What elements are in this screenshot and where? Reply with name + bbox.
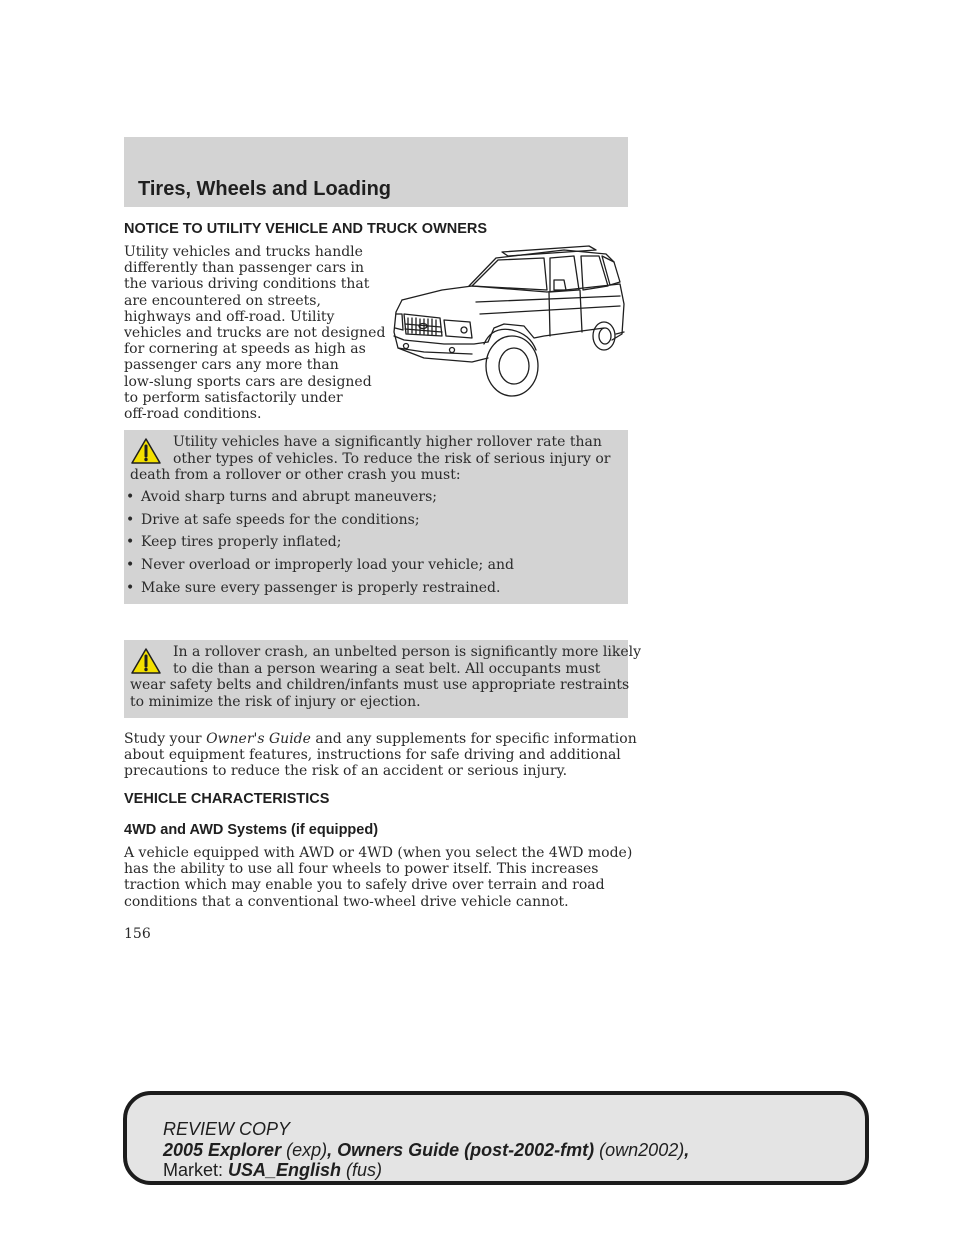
rollover-warning-box: Utility vehicles have a significantly higher rollover rate than other types of vehicles. To reduce the risk of serious injury or death from a rollover or other crash you must: • Avoid sharp turns and abrupt maneuvers; • Drive at safe speeds for the conditions; • Keep tires properly inflated; • Never overload or improperly load your vehicle; and • Make sure every passenger is properly restrained.	[124, 430, 628, 604]
market-info: Market: USA_English (fus)	[163, 1160, 383, 1180]
vehicle-characteristics-heading: VEHICLE CHARACTERISTICS	[124, 791, 330, 807]
suv-illustration	[384, 244, 632, 402]
notice-paragraph: Utility vehicles and trucks handle differently than passenger cars in the various driving conditions that are encountered on streets, highways and off-road. Utility vehicles and trucks are not designed for cornering at speeds as high as passenger cars any more than low-slung sports cars are designed to perform satisfactorily under off-road conditions.	[124, 244, 386, 423]
awd-subheading: 4WD and AWD Systems (if equipped)	[124, 822, 379, 838]
awd-paragraph: A vehicle equipped with AWD or 4WD (when you select the 4WD mode) has the ability to use all four wheels to power itself. This increases traction which may enable you to safely drive over terrain and road conditions that a conventional two-wheel drive vehicle cannot.	[124, 845, 633, 910]
rollover-warning-text: Utility vehicles have a significantly higher rollover rate than other types of vehicles. To reduce the risk of serious injury or death from a rollover or other crash you must:	[130, 434, 611, 483]
owners-guide-reference: Owner's Guide	[206, 731, 311, 747]
study-paragraph: Study your Owner's Guide and any supplements for specific information about equipment features, instructions for safe driving and additional precautions to reduce the risk of an accident or serious injury.	[124, 731, 637, 780]
notice-heading: NOTICE TO UTILITY VEHICLE AND TRUCK OWNERS	[124, 221, 488, 237]
review-copy-footer	[123, 1091, 869, 1185]
publication-info: 2005 Explorer (exp), Owners Guide (post-2002-fmt) (own2002),	[163, 1140, 690, 1160]
review-copy-label: REVIEW COPY	[163, 1119, 291, 1139]
page-number: 156	[124, 926, 151, 942]
section-header-bar	[124, 137, 628, 207]
seatbelt-warning-box	[124, 640, 642, 718]
seatbelt-warning-text: In a rollover crash, an unbelted person is significantly more likely to die than a person wearing a seat belt. All occupants must wear safety belts and children/infants must use appropriate restraints to minimize the risk of injury or ejection.	[130, 644, 642, 710]
page-title: Tires, Wheels and Loading	[138, 178, 392, 200]
